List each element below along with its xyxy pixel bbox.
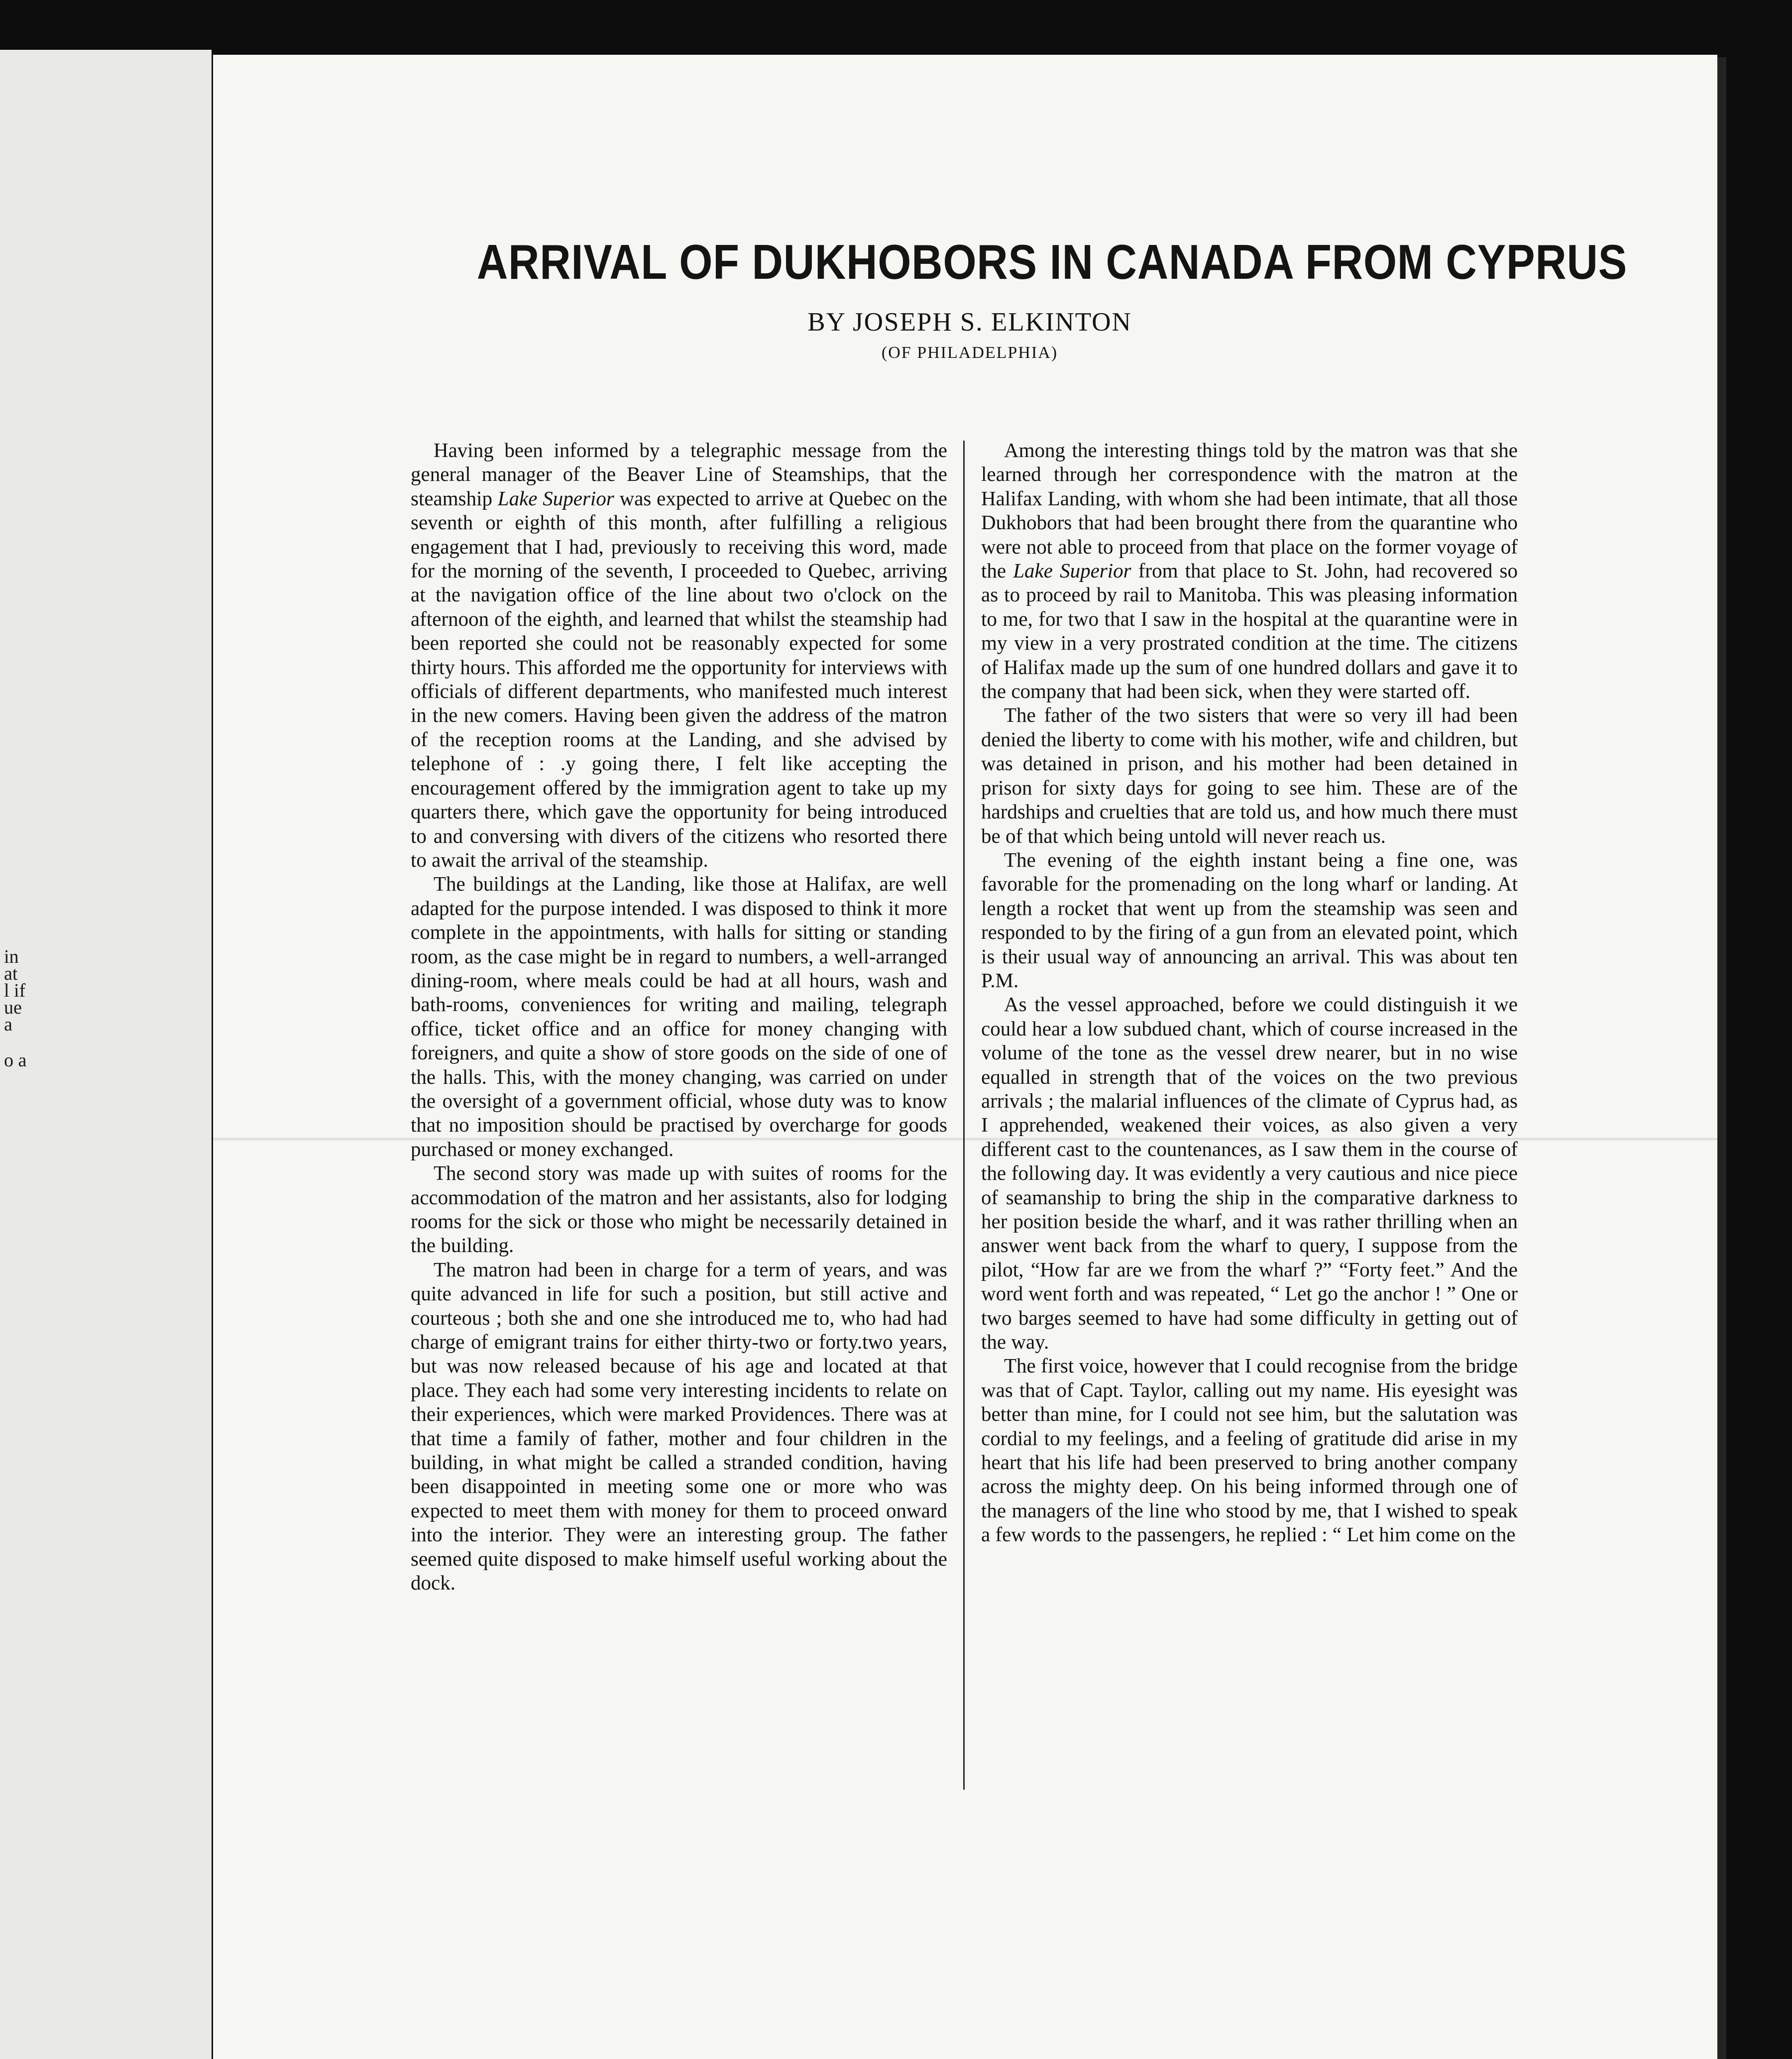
- fragment-line: at: [4, 963, 18, 984]
- fragment-line: in: [4, 946, 19, 967]
- author-affiliation: (OF PHILADELPHIA): [881, 343, 1058, 362]
- adjacent-page: [0, 50, 212, 2059]
- paragraph-text: from that place to St. John, had recovered so as to proceed by rail to Manitoba. This was pleasing information to me, for two that I saw in the hospital at the quarantine were in my view in a very prostrated condition at the time. The citizens of Halifax made up the sum of one hundred dollars and gave it to the company that had been sick, when they were started off.: [981, 559, 1518, 703]
- paragraph: The matron had been in charge for a term of years, and was quite advanced in life for such a position, but still active and courteous ; both she and one she introduced me to, who had had charge of emigrant trains for either thirty-two or forty.two years, but was now released because of his age and located at that place. They each had some very interesting incidents to relate on their experiences, which were marked Providences. There was at that time a family of father, mother and four children in the building, in what might be called a stranded condition, having been disappointed in meeting some one or more who was expected to meet them with money for them to proceed onward into the interior. They were an interesting group. The father seemed quite disposed to make himself useful working about the dock.: [411, 1258, 947, 1595]
- paragraph: The first voice, however that I could recognise from the bridge was that of Capt. Taylor, calling out my name. His eyesight was better than mine, for I could not see him, but the salutation was cordial to my feelings, and a feeling of gratitude did arise in my heart that his life had been preserved to bring another company across the mighty deep. On his being informed through one of the managers of the line who stood by me, that I wished to speak a few words to the passengers, he replied : “ Let him come on the: [981, 1354, 1518, 1546]
- ship-name: Lake Superior: [1013, 559, 1131, 582]
- fragment-line: ue: [4, 997, 22, 1018]
- article-byline: BY JOSEPH S. ELKINTON: [807, 308, 1132, 337]
- paragraph-text: Among the interesting things told by the matron was that she learned through her correspondence with the matron at the Halifax Landing, with whom she had been intimate, that all those Dukhobors that had been brought there from the quarantine who were not able to proceed from that place on the former voyage of the: [981, 439, 1518, 582]
- page-edge-shadow: [1717, 57, 1726, 2059]
- paragraph: [981, 438, 1518, 703]
- left-column: [411, 438, 947, 1595]
- ship-name: Lake Superior: [497, 486, 614, 510]
- paragraph: The buildings at the Landing, like those at Halifax, are well adapted for the purpose intended. I was disposed to think it more complete in the appointments, with halls for sitting or standing room, as the case might be in regard to numbers, a well-arranged dining-room, where meals could be had at all hours, wash and bath-rooms, conveniences for writing and mailing, telegraph office, ticket office and an office for money changing with foreigners, and quite a show of store goods on the side of one of the halls. This, with the money changing, was carried on under the oversight of a government official, whose duty was to know that no imposition should be practised by overcharge for goods purchased or money exchanged.: [411, 872, 947, 1160]
- fragment-line: l if: [4, 980, 26, 1001]
- adjacent-page-fragment-upper: [4, 948, 25, 1033]
- fragment-line: a: [4, 1014, 12, 1035]
- paragraph-text: was expected to arrive at Quebec on the seventh or eighth of this month, after fulfilling a religious engagement that I had, previously to receiving this word, made for the morning of the seventh, I proceeded to Quebec, arriving at the navigation office of the line about two o'clock on the afternoon of the eighth, and learned that whilst the steamship had been reported she could not be reasonably expected for some thirty hours. This afforded me the opportunity for interviews with officials of different departments, who manifested much interest in the new comers. Having been given the address of the matron of the reception rooms at the Landing, and she advised by telephone of : .y going there, I felt like accepting the encouragement offered by the immigration agent to take up my quarters there, which gave the opportunity for being introduced to and conversing with divers of the citizens who resorted there to await the arrival of the steamship.: [411, 486, 947, 871]
- paragraph: [411, 438, 947, 872]
- paragraph: As the vessel approached, before we could distinguish it we could hear a low subdued chant, which of course increased in the volume of the tone as the vessel drew nearer, but in no wise equalled in strength that of the voices on the two previous arrivals ; the malarial influences of the climate of Cyprus had, as I apprehended, weakened their voices, as also given a very different cast to the countenances, as I saw them in the course of the following day. It was evidently a very cautious and nice piece of seamanship to bring the ship in the comparative darkness to her position beside the wharf, and it was rather thrilling when an answer went back from the wharf to query, I suppose from the pilot, “How far are we from the wharf ?” “Forty feet.” And the word went forth and was repeated, “ Let go the anchor ! ” One or two barges seemed to have had some difficulty in getting out of the way.: [981, 993, 1518, 1354]
- article-page: [213, 55, 1717, 2059]
- right-column: [981, 438, 1518, 1547]
- paragraph: The father of the two sisters that were so very ill had been denied the liberty to come with his mother, wife and children, but was detained in prison, and his mother had been detained in prison for sixty days for going to see him. These are of the hardships and cruelties that are told us, and how much there must be of that which being untold will never reach us.: [981, 703, 1518, 847]
- column-divider: [963, 441, 965, 1790]
- adjacent-page-fragment-lower: o a: [4, 1050, 27, 1071]
- paragraph-text: Having been informed by a telegraphic message from the general manager of the Beaver Line of Steamships, that the steamship: [411, 439, 947, 510]
- paragraph: The evening of the eighth instant being a fine one, was favorable for the promenading on the long wharf or landing. At length a rocket that went up from the steamship was seen and responded to by the firing of a gun from an elevated point, which is their usual way of announcing an arrival. This was about ten P.M.: [981, 848, 1518, 992]
- paragraph: The second story was made up with suites of rooms for the accommodation of the matron and her assistants, also for lodging rooms for the sick or those who might be necessarily detained in the building.: [411, 1161, 947, 1257]
- article-title: ARRIVAL OF DUKHOBORS IN CANADA FROM CYPRUS: [477, 234, 1628, 289]
